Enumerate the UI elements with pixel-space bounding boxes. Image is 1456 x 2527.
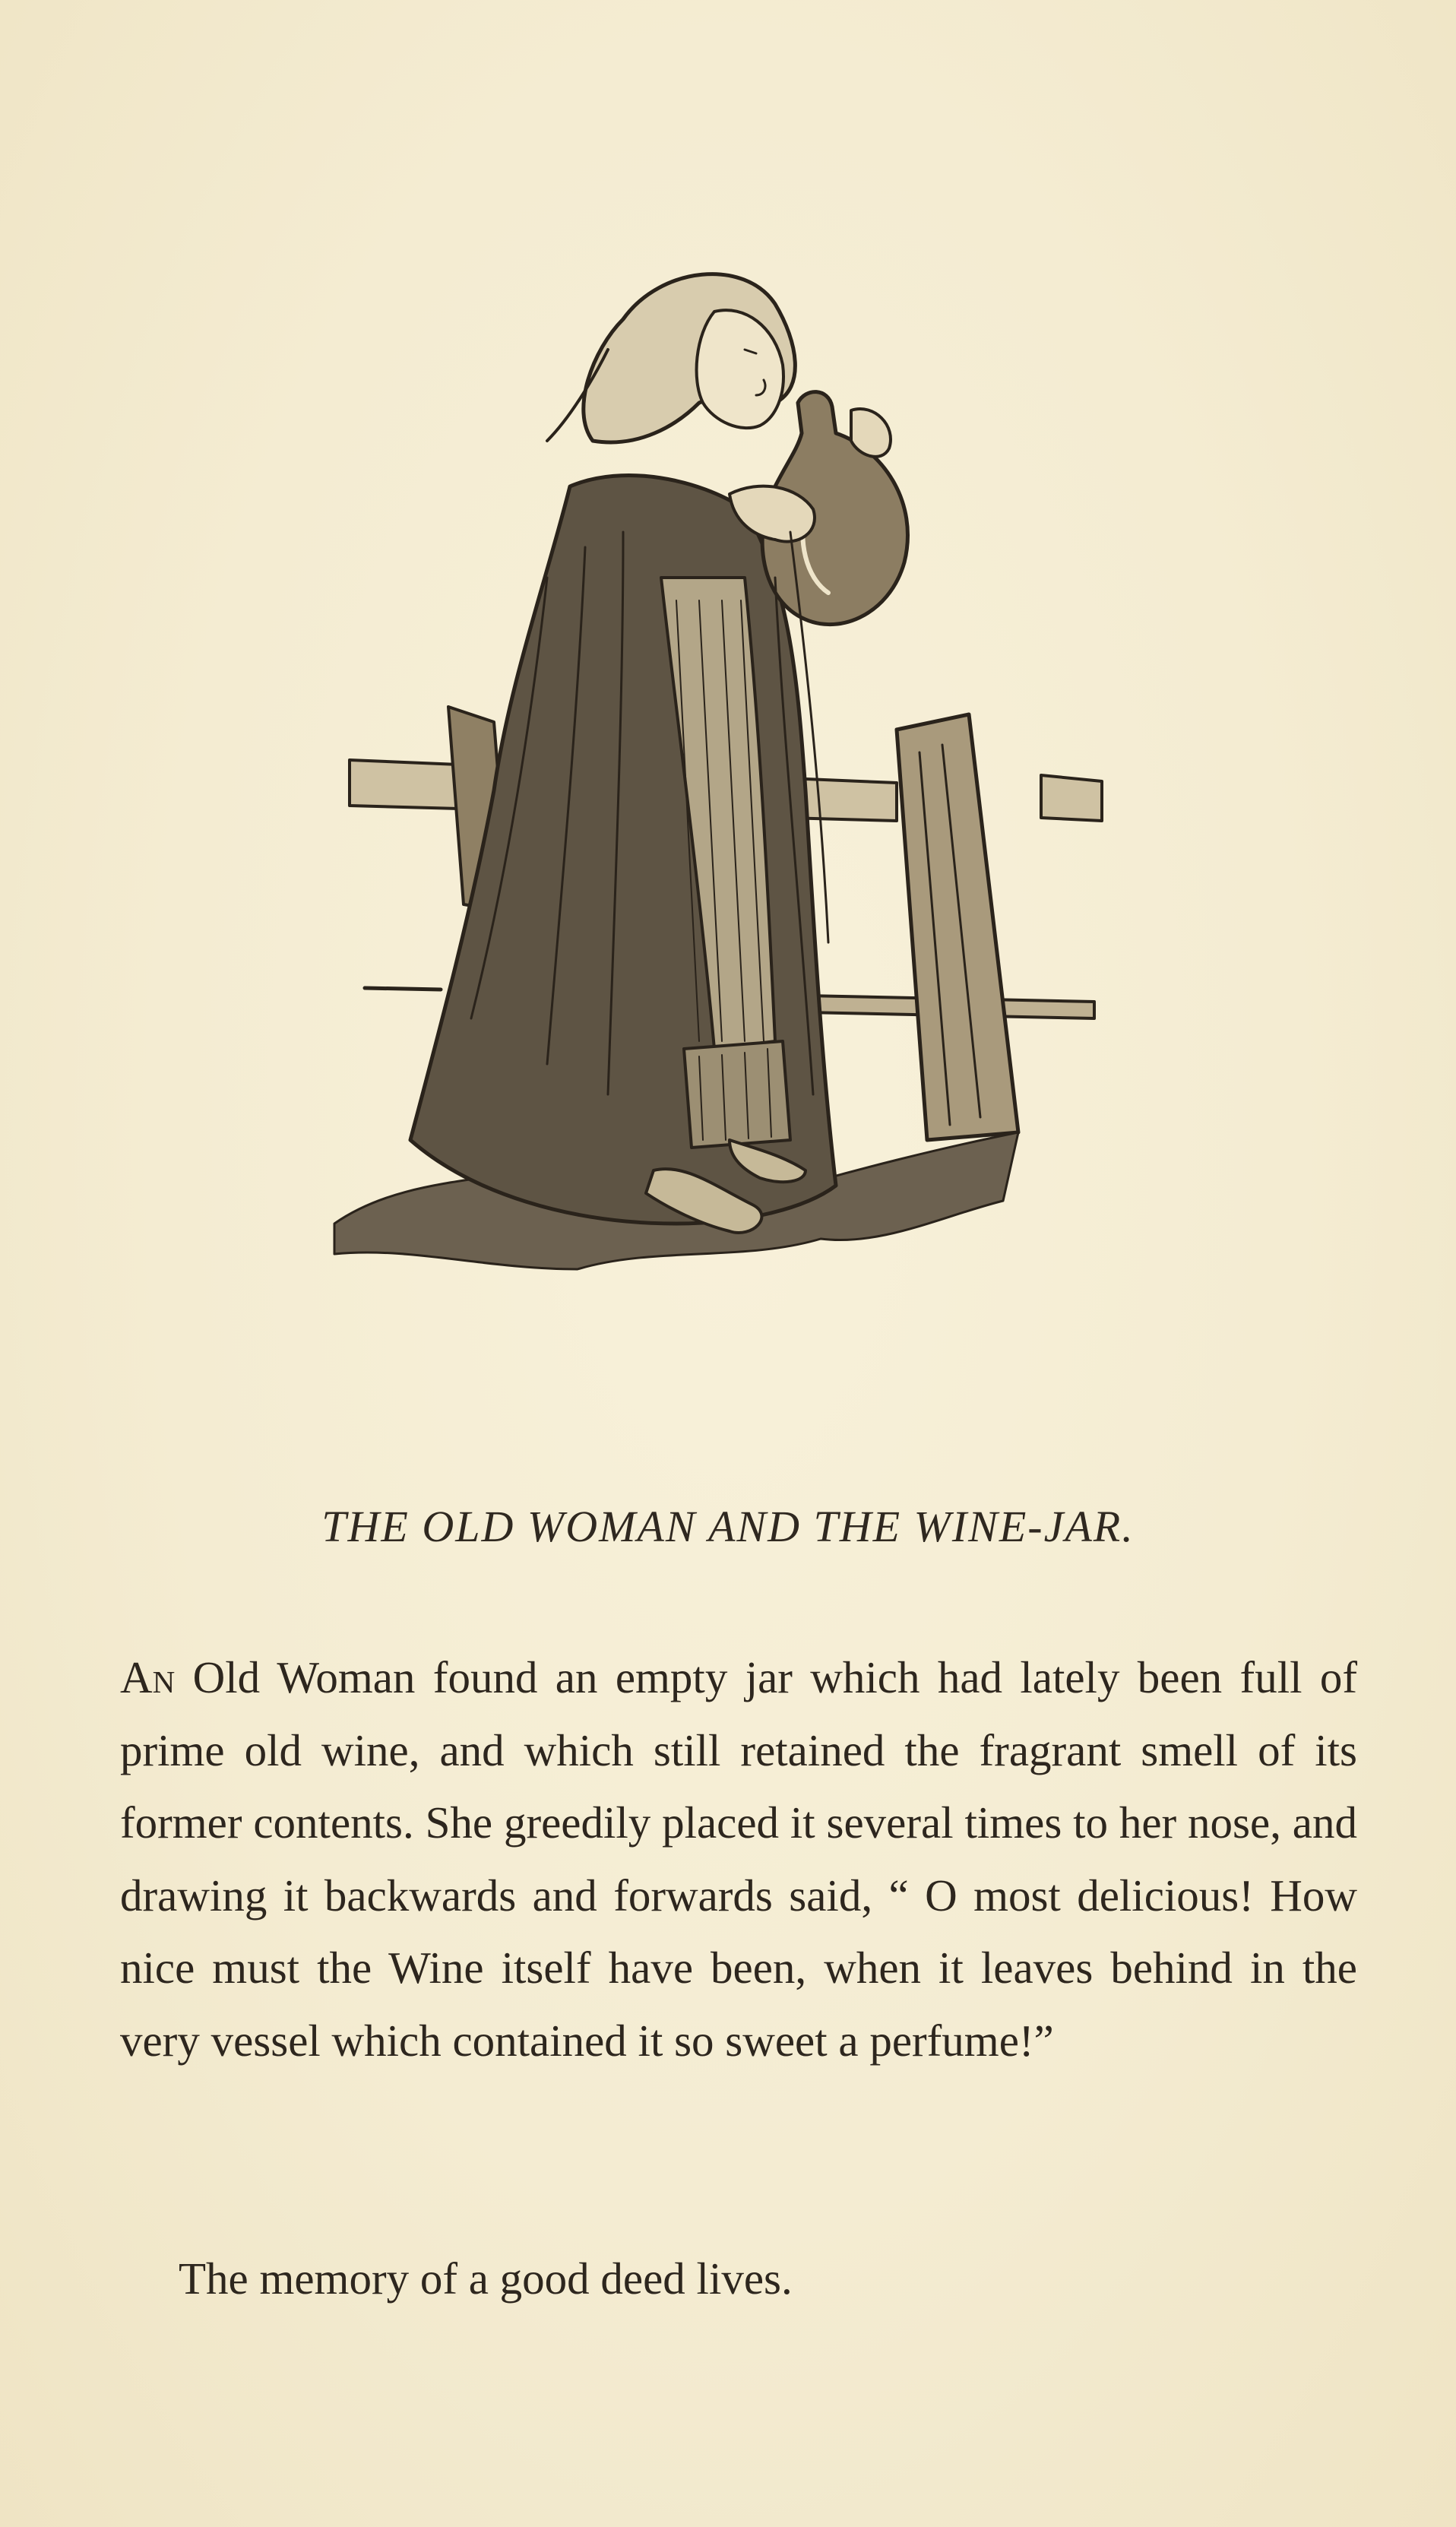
fable-body: Old Woman found an empty jar which had lately been full of prime old wine, and which still retained the fragrant smell of its former contents. She greedily placed it several times to her nose, and drawing it backwards and forwards said, “ O most delicious! How nice must the Wine itself have been, when it leaves behind in the very vessel which contained it so sweet a perfume!” bbox=[120, 1652, 1357, 2066]
fable-text bbox=[120, 1642, 1357, 2077]
engraving-illustration bbox=[319, 258, 1140, 1368]
fable-lead-word: An bbox=[120, 1652, 176, 1702]
old-woman-wine-jar-image bbox=[319, 258, 1140, 1368]
fable-paragraph bbox=[120, 1642, 1357, 2077]
illustration-caption: THE OLD WOMAN AND THE WINE-JAR. bbox=[321, 1502, 1135, 1551]
fable-moral: The memory of a good deed lives. bbox=[179, 2253, 793, 2304]
